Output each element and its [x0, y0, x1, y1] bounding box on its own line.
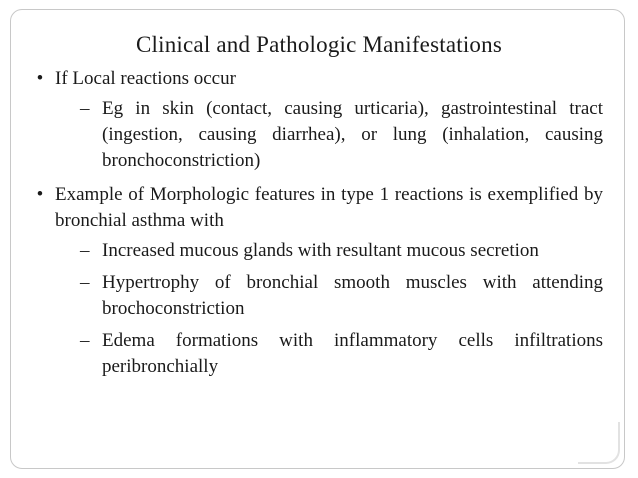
slide-title: Clinical and Pathologic Manifestations	[136, 32, 502, 57]
dash-icon: –	[80, 272, 90, 293]
slide-content	[33, 66, 603, 388]
bullet-item	[33, 66, 603, 174]
sub-item-text: Eg in skin (contact, causing urticaria), gastrointestinal tract (ingestion, causing diarrhea), or lung (inhalation, causing bronchoconstriction)	[102, 98, 603, 171]
sub-item	[55, 328, 603, 380]
sub-item	[55, 238, 603, 264]
sub-list	[55, 96, 603, 174]
bullet-text: If Local reactions occur	[55, 68, 236, 89]
sub-list	[55, 238, 603, 380]
sub-item	[55, 270, 603, 322]
bullet-text: Example of Morphologic features in type 1 reactions is exemplified by bronchial asthma with	[55, 184, 603, 231]
bullet-icon: •	[36, 184, 44, 205]
dash-icon: –	[80, 98, 90, 119]
bullet-item	[33, 182, 603, 380]
sub-item-text: Edema formations with inflammatory cells infiltrations peribronchially	[102, 330, 603, 377]
dash-icon: –	[80, 330, 90, 351]
bullet-icon: •	[36, 68, 44, 89]
sub-item-text: Increased mucous glands with resultant mucous secretion	[102, 240, 539, 261]
dash-icon: –	[80, 240, 90, 261]
sub-item	[55, 96, 603, 174]
sub-item-text: Hypertrophy of bronchial smooth muscles with attending brochoconstriction	[102, 272, 603, 319]
page-curl-decoration	[578, 422, 620, 464]
